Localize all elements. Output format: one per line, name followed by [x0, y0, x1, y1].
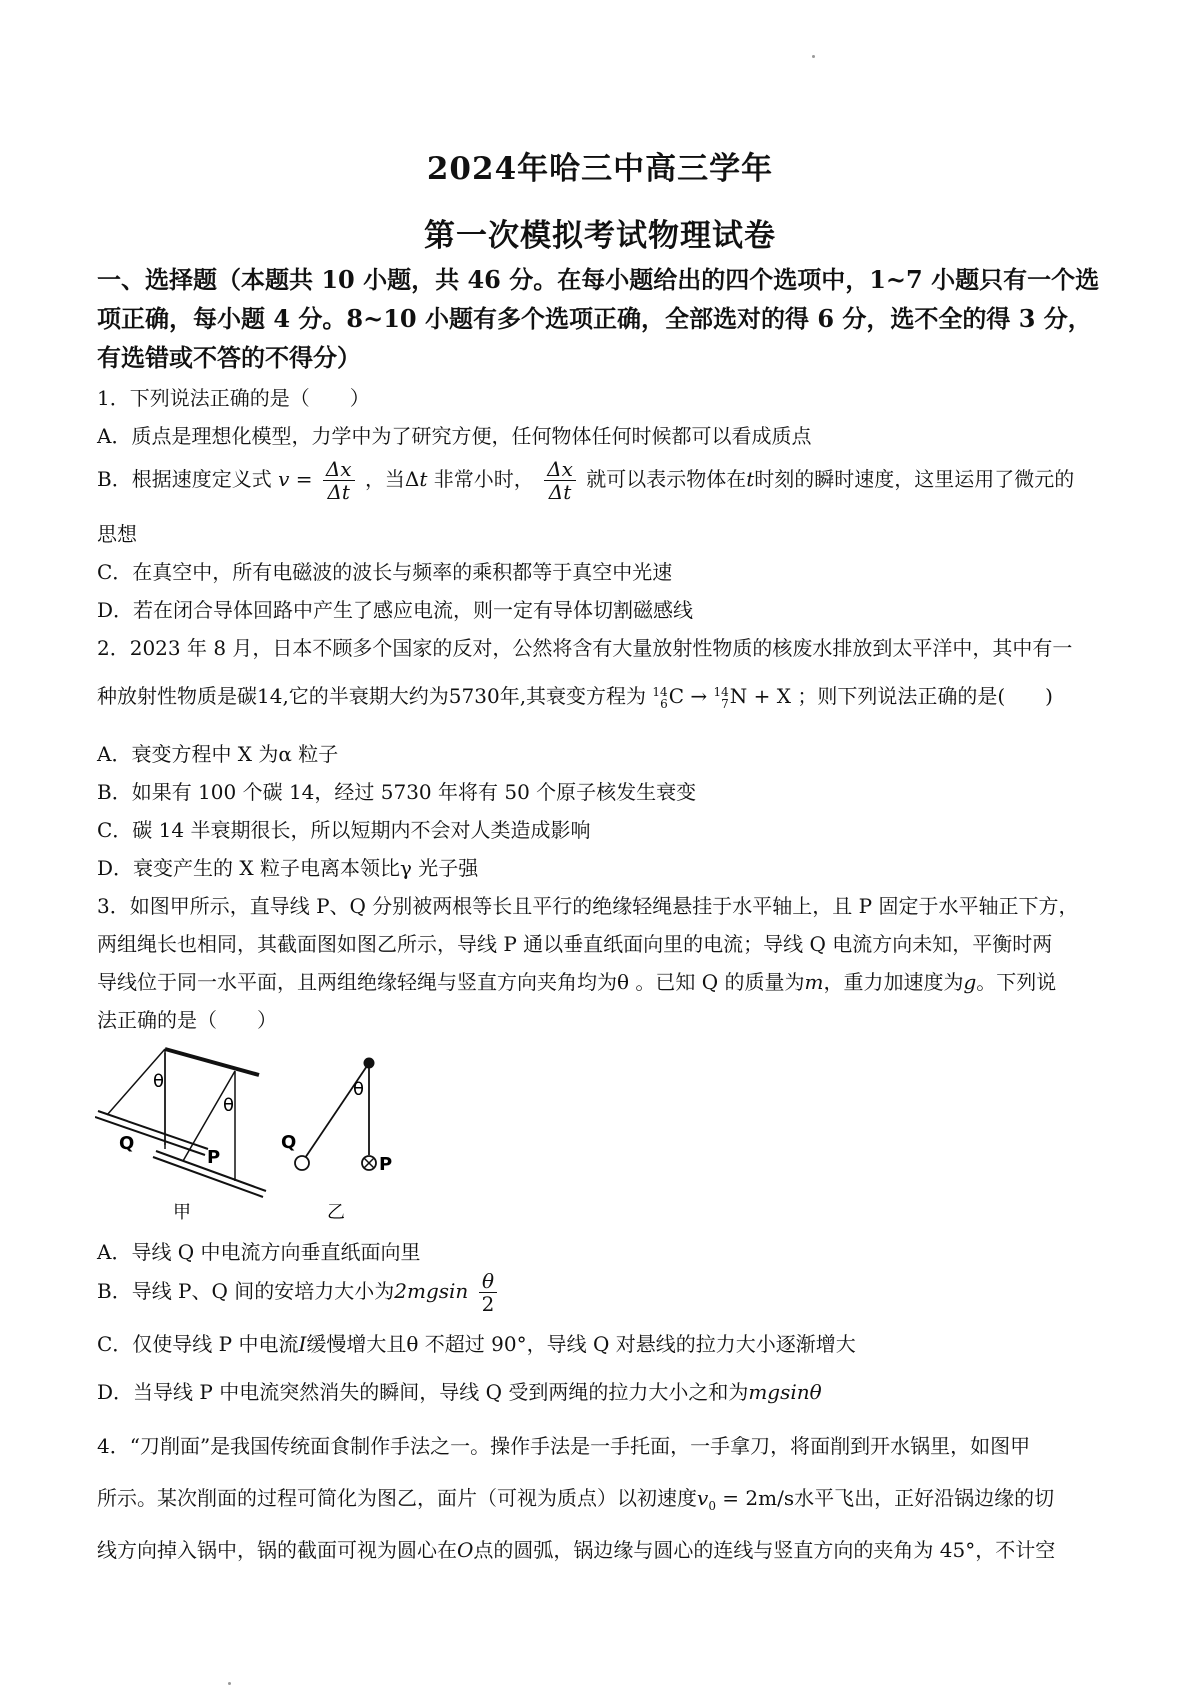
mass-symbol: m	[804, 970, 824, 994]
mass-number: 14	[713, 684, 729, 699]
label-q: Q	[119, 1133, 135, 1154]
q1-b-text: B．根据速度定义式	[97, 467, 272, 491]
wire-q-section	[295, 1156, 309, 1170]
q1-option-b	[97, 458, 1117, 503]
q3-stem-line1: 3．如图甲所示，直导线 P、Q 分别被两根等长且平行的绝缘轻绳悬挂于水平轴上，且 P 固定于水平轴正下方，	[97, 894, 1079, 918]
theta-label: θ	[153, 1071, 165, 1092]
q3-option-c	[97, 1328, 1117, 1357]
q3-d-text: D．当导线 P 中电流突然消失的瞬间，导线 Q 受到两绳的拉力大小之和为	[97, 1380, 749, 1404]
q3-stem-text: ，重力加速度为	[823, 970, 964, 994]
q1-b-text: ，当Δ	[364, 467, 420, 491]
q1-option-b-continued: 思想	[97, 522, 137, 546]
q3-c-text: C．仅使导线 P 中电流	[97, 1332, 299, 1356]
q3-stem-text: 导线位于同一水平面，且两组绝缘轻绳与竖直方向夹角均为θ 。已知 Q 的质量为	[97, 970, 805, 994]
q4-text: 水平飞出，正好沿锅边缘的切	[794, 1486, 1055, 1510]
figure-jia	[95, 1049, 266, 1197]
q4-text: 所示。某次削面的过程可简化为图乙，面片（可视为质点）以初速度	[97, 1486, 697, 1510]
q1-option-d: D．若在闭合导体回路中产生了感应电流，则一定有导体切割磁感线	[97, 598, 694, 622]
q3-b-text: B．导线 P、Q 间的安培力大小为	[97, 1279, 395, 1303]
center-symbol: O	[457, 1538, 474, 1562]
fraction-numerator: Δx	[323, 458, 355, 481]
q4-line1: 4．“刀削面”是我国传统面食制作手法之一。操作手法是一手托面，一手拿刀，将面削到开水锅里，如图甲	[97, 1434, 1031, 1458]
q1-option-a: A．质点是理想化模型，力学中为了研究方便，任何物体任何时候都可以看成质点	[97, 424, 812, 448]
scan-speck	[228, 1682, 231, 1685]
velocity-symbol: v	[697, 1486, 709, 1510]
q2-stem-text: ；则下列说法正确的是( )	[797, 684, 1053, 708]
fraction-theta-2	[479, 1270, 498, 1315]
q1-stem: 1．下列说法正确的是（ ）	[97, 386, 370, 410]
q3-option-b	[97, 1270, 1117, 1315]
fraction-denominator: Δt	[548, 480, 572, 504]
q4-text: 点的圆弧，锅边缘与圆心的连线与竖直方向的夹角为 45°，不计空	[473, 1538, 1056, 1562]
time-symbol: t	[746, 467, 755, 491]
nitrogen-symbol: N + X	[729, 684, 791, 708]
force-expression: 2mgsin	[394, 1279, 469, 1303]
q4-line2	[97, 1482, 1117, 1513]
label-p: P	[379, 1154, 393, 1175]
caption-jia: 甲	[173, 1202, 191, 1223]
wire-q	[95, 1117, 205, 1155]
theta-label: θ	[223, 1095, 235, 1116]
time-symbol: t	[419, 467, 428, 491]
q4-text: 线方向掉入锅中，锅的截面可视为圆心在	[97, 1538, 457, 1562]
q3-c-text: 缓慢增大且θ 不超过 90°，导线 Q 对悬线的拉力大小逐渐增大	[306, 1332, 856, 1356]
fraction-dx-dt	[323, 458, 355, 503]
theta-label: θ	[353, 1079, 365, 1100]
fraction-dx-dt	[544, 458, 576, 503]
figure-yi	[295, 1058, 376, 1170]
q2-stem-line1: 2．2023 年 8 月，日本不顾多个国家的反对，公然将含有大量放射性物质的核废水排放到太平洋中，其中有一	[97, 636, 1073, 660]
title-line2: 第一次模拟考试物理试卷	[424, 218, 776, 254]
carbon-symbol: C →	[668, 684, 708, 708]
fraction-denominator: 2	[481, 1292, 495, 1316]
q3-figure	[95, 1045, 495, 1225]
q2-option-c: C．碳 14 半衰期很长，所以短期内不会对人类造成影响	[97, 818, 591, 842]
atomic-number: 7	[721, 696, 729, 711]
fraction-numerator: θ	[479, 1270, 498, 1293]
q2-option-a: A．衰变方程中 X 为α 粒子	[97, 742, 339, 766]
nitrogen-isotope-numbers	[713, 686, 728, 710]
q1-b-text: 非常小时，	[427, 467, 534, 491]
wire-q	[98, 1111, 208, 1149]
q1-option-c: C．在真空中，所有电磁波的波长与频率的乘积都等于真空中光速	[97, 560, 673, 584]
mass-number: 14	[652, 684, 668, 699]
q3-option-d	[97, 1376, 1117, 1405]
label-q: Q	[281, 1132, 297, 1153]
subscript-zero: 0	[708, 1499, 716, 1513]
q1-b-text: 时刻的瞬时速度，这里运用了微元的	[754, 467, 1075, 491]
horizontal-axis	[165, 1049, 259, 1075]
fraction-denominator: Δt	[327, 480, 350, 504]
caption-yi: 乙	[327, 1202, 345, 1223]
fraction-numerator: Δx	[544, 458, 576, 481]
velocity-symbol: v =	[278, 467, 313, 491]
q2-option-b: B．如果有 100 个碳 14，经过 5730 年将有 50 个原子核发生衰变	[97, 780, 697, 804]
atomic-number: 6	[660, 696, 668, 711]
title-line1: 2024年哈三中高三学年	[426, 151, 774, 187]
q3-stem-text: 。下列说	[976, 970, 1057, 994]
current-symbol: I	[298, 1332, 307, 1356]
q1-b-text: 就可以表示物体在	[586, 467, 747, 491]
scan-speck	[812, 55, 815, 58]
q2-stem-line2	[97, 680, 1117, 710]
q3-stem-line3	[97, 966, 1117, 995]
q3-stem-line2: 两组绳长也相同，其截面图如图乙所示，导线 P 通以垂直纸面向里的电流；导线 Q 电流方向未知，平衡时两	[97, 932, 1053, 956]
carbon-isotope-numbers	[652, 686, 667, 710]
q3-option-a: A．导线 Q 中电流方向垂直纸面向里	[97, 1240, 421, 1264]
q2-option-d: D．衰变产生的 X 粒子电离本领比γ 光子强	[97, 856, 479, 880]
section-heading: 一、选择题（本题共 10 小题，共 46 分。在每小题给出的四个选项中，1~7 小题只有一个选项正确，每小题 4 分。8~10 小题有多个选项正确，全部选对的得 6 分，选不全的得 3 分，有选错或不答的不得分）	[97, 265, 1100, 372]
q4-line3	[97, 1534, 1117, 1563]
q3-stem-line4: 法正确的是（ ）	[97, 1008, 277, 1032]
q2-stem-text: 种放射性物质是碳14,它的半衰期大约为5730年,其衰变方程为	[97, 684, 647, 708]
initial-speed: = 2m/s	[715, 1486, 795, 1510]
tension-expression: mgsinθ	[748, 1380, 822, 1404]
rope-q	[305, 1063, 369, 1158]
label-p: P	[207, 1147, 221, 1168]
gravity-symbol: g	[963, 970, 977, 994]
